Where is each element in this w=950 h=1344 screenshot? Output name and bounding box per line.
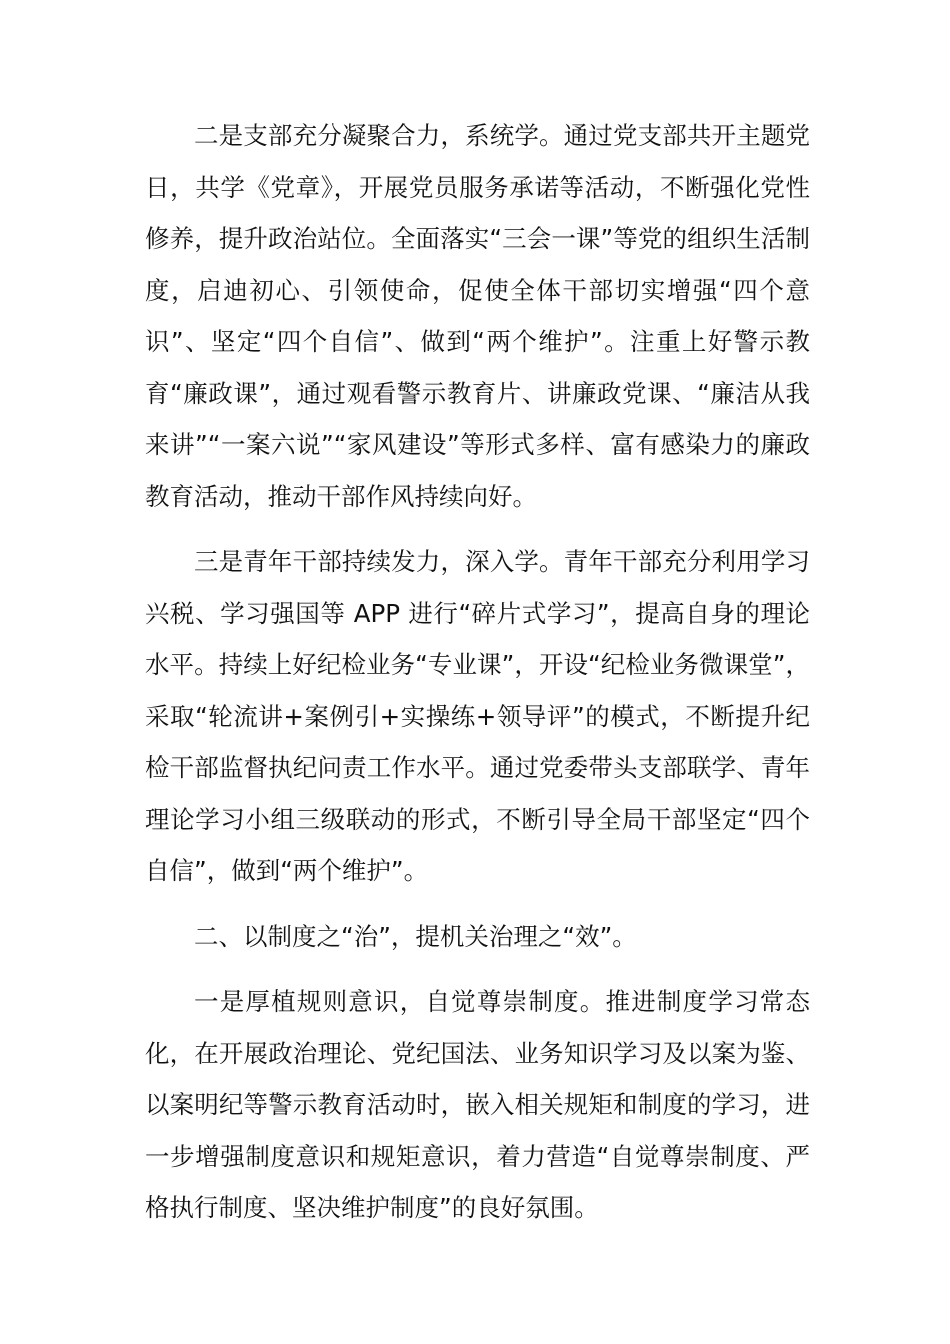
paragraph-youth-cadres: 三是青年干部持续发力，深入学。青年干部充分利用学习兴税、学习强国等 APP 进行“碎片式学习”，提高自身的理论水平。持续上好纪检业务“专业课”，开设“纪检业务微课堂”，采取“轮流讲+案例引+实操练+领导评”的模式，不断提升纪检干部监督执纪问责工作水平。通过党委带头支部联学、青年理论学习小组三级联动的形式，不断引导全局干部坚定“四个自信”，做到“两个维护”。 [145,547,810,885]
paragraph-rule-awareness: 一是厚植规则意识，自觉尊崇制度。推进制度学习常态化，在开展政治理论、党纪国法、业务知识学习及以案为鉴、以案明纪等警示教育活动时，嵌入相关规矩和制度的学习，进一步增强制度意识和规矩意识，着力营造“自觉尊崇制度、严格执行制度、坚决维护制度”的良好氛围。 [145,987,810,1222]
section-heading-institutions: 二、以制度之“治”，提机关治理之“效”。 [194,921,637,951]
document-body [145,110,810,1248]
paragraph-branch-cohesion: 二是支部充分凝聚合力，系统学。通过党支部共开主题党日，共学《党章》，开展党员服务承诺等活动，不断强化党性修养，提升政治站位。全面落实“三会一课”等党的组织生活制度，启迪初心、引领使命，促使全体干部切实增强“四个意识”、坚定“四个自信”、做到“两个维护”。注重上好警示教育“廉政课”，通过观看警示教育片、讲廉政党课、“廉洁从我来讲”“一案六说”“家风建设”等形式多样、富有感染力的廉政教育活动，推动干部作风持续向好。 [145,121,810,511]
